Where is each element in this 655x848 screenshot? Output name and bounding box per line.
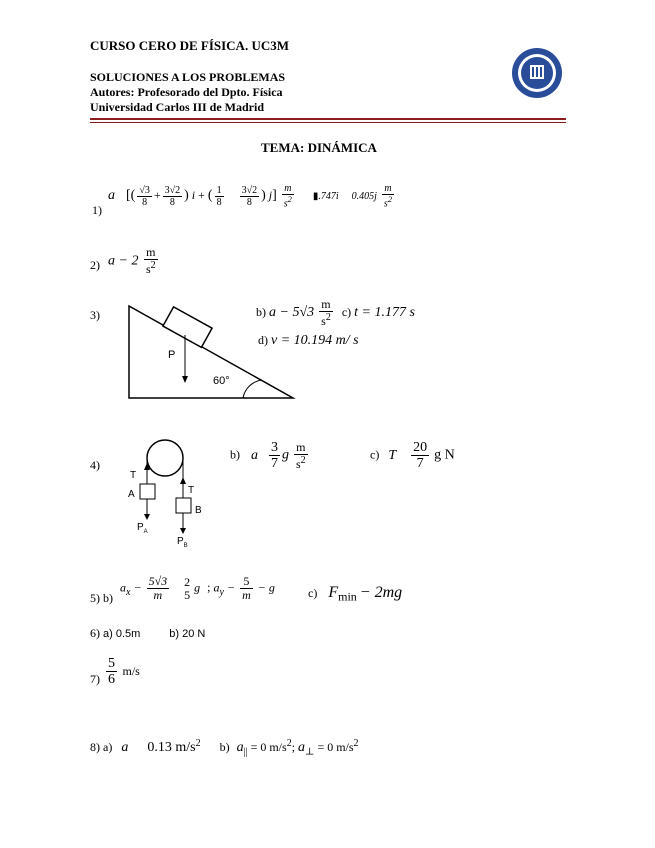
angle-label: 60° bbox=[213, 375, 230, 387]
p5-part-c: c) $F_{min} - 2mg$ bbox=[308, 584, 403, 604]
p1-number: 1) bbox=[92, 203, 102, 217]
header-rule bbox=[90, 118, 566, 120]
mass-label-b: B bbox=[195, 505, 202, 516]
topic-heading: TEMA: DINÁMICA bbox=[261, 140, 377, 155]
p3-part-d: d) v = 10.194 m/ s bbox=[258, 333, 359, 348]
course-title: CURSO CERO DE FÍSICA. UC3M bbox=[90, 38, 289, 53]
p7-expression: $\frac{5}{6}$ m/s bbox=[108, 656, 140, 688]
header-rule-thin bbox=[90, 122, 566, 123]
pulley-diagram bbox=[125, 436, 215, 550]
p2-expression: a − 2 $\frac{m}{s^2}$ bbox=[108, 245, 156, 277]
tension-label-a: T bbox=[130, 470, 137, 481]
p6-line: 6) a) 0.5m b) 20 N bbox=[90, 626, 206, 640]
p2-number: 2) bbox=[90, 258, 100, 272]
weight-label-b: $P_B$ bbox=[177, 536, 188, 549]
p1-expression: a [( $\frac{√3}{8}$ + $\frac{3√2}{8}$ ) i + ( $\frac{1}{8}$ $\frac{3√2}{8}$ ) j] $\frac{m}{s^2}$ ▮.747i 0.405j $\frac{m}{s^2}$ bbox=[108, 183, 392, 210]
university-line: Universidad Carlos III de Madrid bbox=[90, 100, 265, 114]
university-logo bbox=[510, 46, 564, 100]
p5-number: 5) b) bbox=[90, 591, 113, 605]
p5-part-b: $a_x$ − $\frac{5√3}{m}$ 2 5 g ; $a_y$ − $\frac{5}{m}$ − g bbox=[120, 574, 275, 603]
weight-label-a: $P_A$ bbox=[137, 522, 148, 535]
p4-part-c: c) T $\frac{20}{7}$ g N bbox=[370, 440, 455, 472]
weight-label: P bbox=[168, 349, 176, 361]
document-subtitle: SOLUCIONES A LOS PROBLEMAS bbox=[90, 70, 286, 84]
p8-line: 8) a) a 0.13 $m/s^2$ b) $a_{||} = 0$ $m/s^2$; $a_\perp = 0$ $m/s^2$ bbox=[90, 738, 359, 758]
mass-label-a: A bbox=[128, 489, 135, 500]
p4-number: 4) bbox=[90, 458, 100, 472]
authors-line: Autores: Profesorado del Dpto. Física bbox=[90, 85, 283, 99]
p3-number: 3) bbox=[90, 308, 100, 322]
p4-part-b: b) a $\frac{3}{7}$ g $\frac{m}{s^2}$ bbox=[230, 439, 306, 472]
p7-number: 7) bbox=[90, 672, 100, 686]
p3-part-b: b) a − 5√3 $\frac{m}{s^2}$ c) t = 1.177 s bbox=[256, 297, 415, 329]
tension-label-b: T bbox=[188, 485, 195, 496]
